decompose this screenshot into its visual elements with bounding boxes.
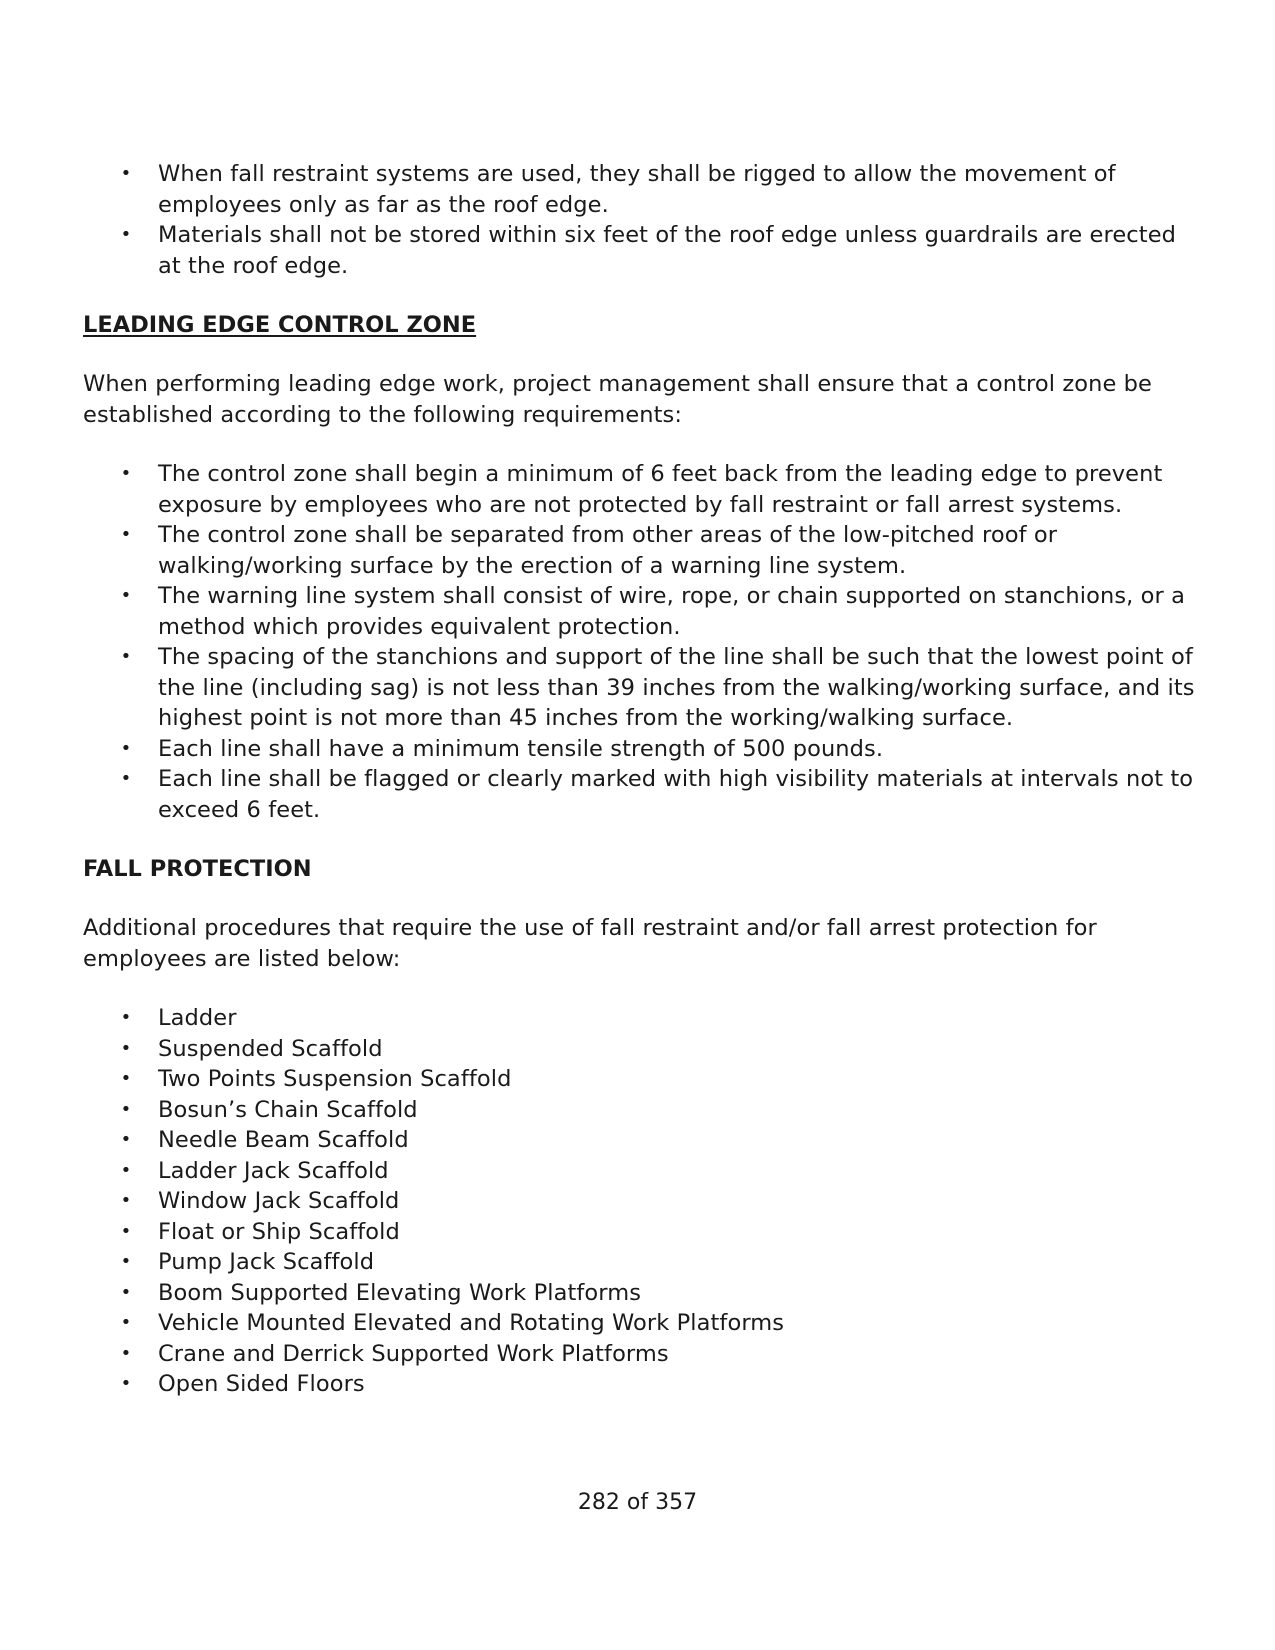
list-item xyxy=(83,1308,1195,1339)
list-item-text: Pump Jack Scaffold xyxy=(158,1249,375,1275)
list-item-text: Ladder xyxy=(158,1005,237,1031)
intro-bullet-list xyxy=(83,159,1195,281)
list-item xyxy=(83,1247,1195,1278)
bullet-icon: • xyxy=(120,737,132,759)
bullet-icon: • xyxy=(120,1098,132,1120)
list-item xyxy=(83,1339,1195,1370)
list-item-text: Crane and Derrick Supported Work Platforms xyxy=(158,1340,669,1367)
list-item-text: Each line shall have a minimum tensile strength of 500 pounds. xyxy=(158,735,884,762)
list-item-text: The control zone shall begin a minimum of 6 feet back from the leading edge to prevent exposure by employees who are not protected by fall restraint or fall arrest systems. xyxy=(158,461,1163,518)
bullet-icon: • xyxy=(120,1159,132,1181)
list-item-text: The warning line system shall consist of wire, rope, or chain supported on stanchions, or a method which provides equivalent protection. xyxy=(158,583,1186,640)
list-item-text: Two Points Suspension Scaffold xyxy=(158,1066,512,1092)
list-item-text: Open Sided Floors xyxy=(158,1371,365,1397)
list-item xyxy=(83,1064,1195,1095)
bullet-icon: • xyxy=(120,163,132,184)
list-item xyxy=(83,459,1195,520)
bullet-icon: • xyxy=(120,1007,132,1028)
bullet-icon: • xyxy=(120,224,132,245)
bullet-icon: • xyxy=(120,1281,132,1303)
bullet-icon: • xyxy=(120,1312,132,1333)
list-item-text: Suspended Scaffold xyxy=(158,1035,383,1062)
list-item xyxy=(83,1217,1195,1248)
bullet-icon: • xyxy=(120,1037,132,1059)
bullet-icon: • xyxy=(120,1373,132,1394)
leading-edge-intro: When performing leading edge work, project management shall ensure that a control zone be established according to the following requirements: xyxy=(83,371,1152,428)
fall-protection-intro: Additional procedures that require the use of fall restraint and/or fall arrest protection for employees are listed below: xyxy=(83,915,1097,972)
list-item xyxy=(83,1186,1195,1217)
list-item-text: Window Jack Scaffold xyxy=(158,1188,400,1214)
document-page xyxy=(83,159,1195,1400)
list-item xyxy=(83,581,1195,642)
list-item xyxy=(83,520,1195,581)
bullet-icon: • xyxy=(120,768,132,789)
list-item-text: Vehicle Mounted Elevated and Rotating Work Platforms xyxy=(158,1310,785,1336)
list-item-text: Materials shall not be stored within six feet of the roof edge unless guardrails are erected at the roof edge. xyxy=(158,222,1177,279)
leading-edge-bullet-list xyxy=(83,459,1195,825)
fall-protection-bullet-list xyxy=(83,1003,1195,1400)
list-item-text: Boom Supported Elevating Work Platforms xyxy=(158,1279,642,1306)
list-item xyxy=(83,1034,1195,1065)
list-item xyxy=(83,159,1195,220)
list-item xyxy=(83,1369,1195,1400)
list-item-text: When fall restraint systems are used, they shall be rigged to allow the movement of employees only as far as the roof edge. xyxy=(158,161,1116,218)
list-item xyxy=(83,1156,1195,1187)
list-item xyxy=(83,1095,1195,1126)
page-number: 282 of 357 xyxy=(577,1490,698,1515)
fall-protection-heading: FALL PROTECTION xyxy=(83,856,312,882)
bullet-icon: • xyxy=(120,1220,132,1242)
list-item xyxy=(83,1125,1195,1156)
list-item-text: Each line shall be flagged or clearly marked with high visibility materials at intervals not to exceed 6 feet. xyxy=(158,766,1194,823)
list-item xyxy=(83,220,1195,281)
list-item xyxy=(83,734,1195,765)
list-item-text: Ladder Jack Scaffold xyxy=(158,1157,389,1184)
list-item-text: The control zone shall be separated from other areas of the low-pitched roof or walking/working surface by the erection of a warning line system. xyxy=(158,522,1058,579)
list-item-text: Needle Beam Scaffold xyxy=(158,1127,409,1153)
bullet-icon: • xyxy=(120,1129,132,1150)
bullet-icon: • xyxy=(120,463,132,484)
list-item xyxy=(83,764,1195,825)
list-item xyxy=(83,1278,1195,1309)
bullet-icon: • xyxy=(120,585,132,606)
leading-edge-heading: LEADING EDGE CONTROL ZONE xyxy=(83,312,477,338)
bullet-icon: • xyxy=(120,1068,132,1089)
bullet-icon: • xyxy=(120,646,132,667)
bullet-icon: • xyxy=(120,524,132,545)
bullet-icon: • xyxy=(120,1190,132,1211)
bullet-icon: • xyxy=(120,1342,132,1364)
list-item xyxy=(83,1003,1195,1034)
list-item-text: Bosun’s Chain Scaffold xyxy=(158,1096,418,1123)
list-item-text: The spacing of the stanchions and support of the line shall be such that the lowest point of the line (including sag) is not less than 39 inches from the walking/working surface, and its highest point is not more than 45 inches from the working/walking surface. xyxy=(158,644,1195,731)
list-item xyxy=(83,642,1195,734)
list-item-text: Float or Ship Scaffold xyxy=(158,1218,400,1245)
bullet-icon: • xyxy=(120,1251,132,1272)
